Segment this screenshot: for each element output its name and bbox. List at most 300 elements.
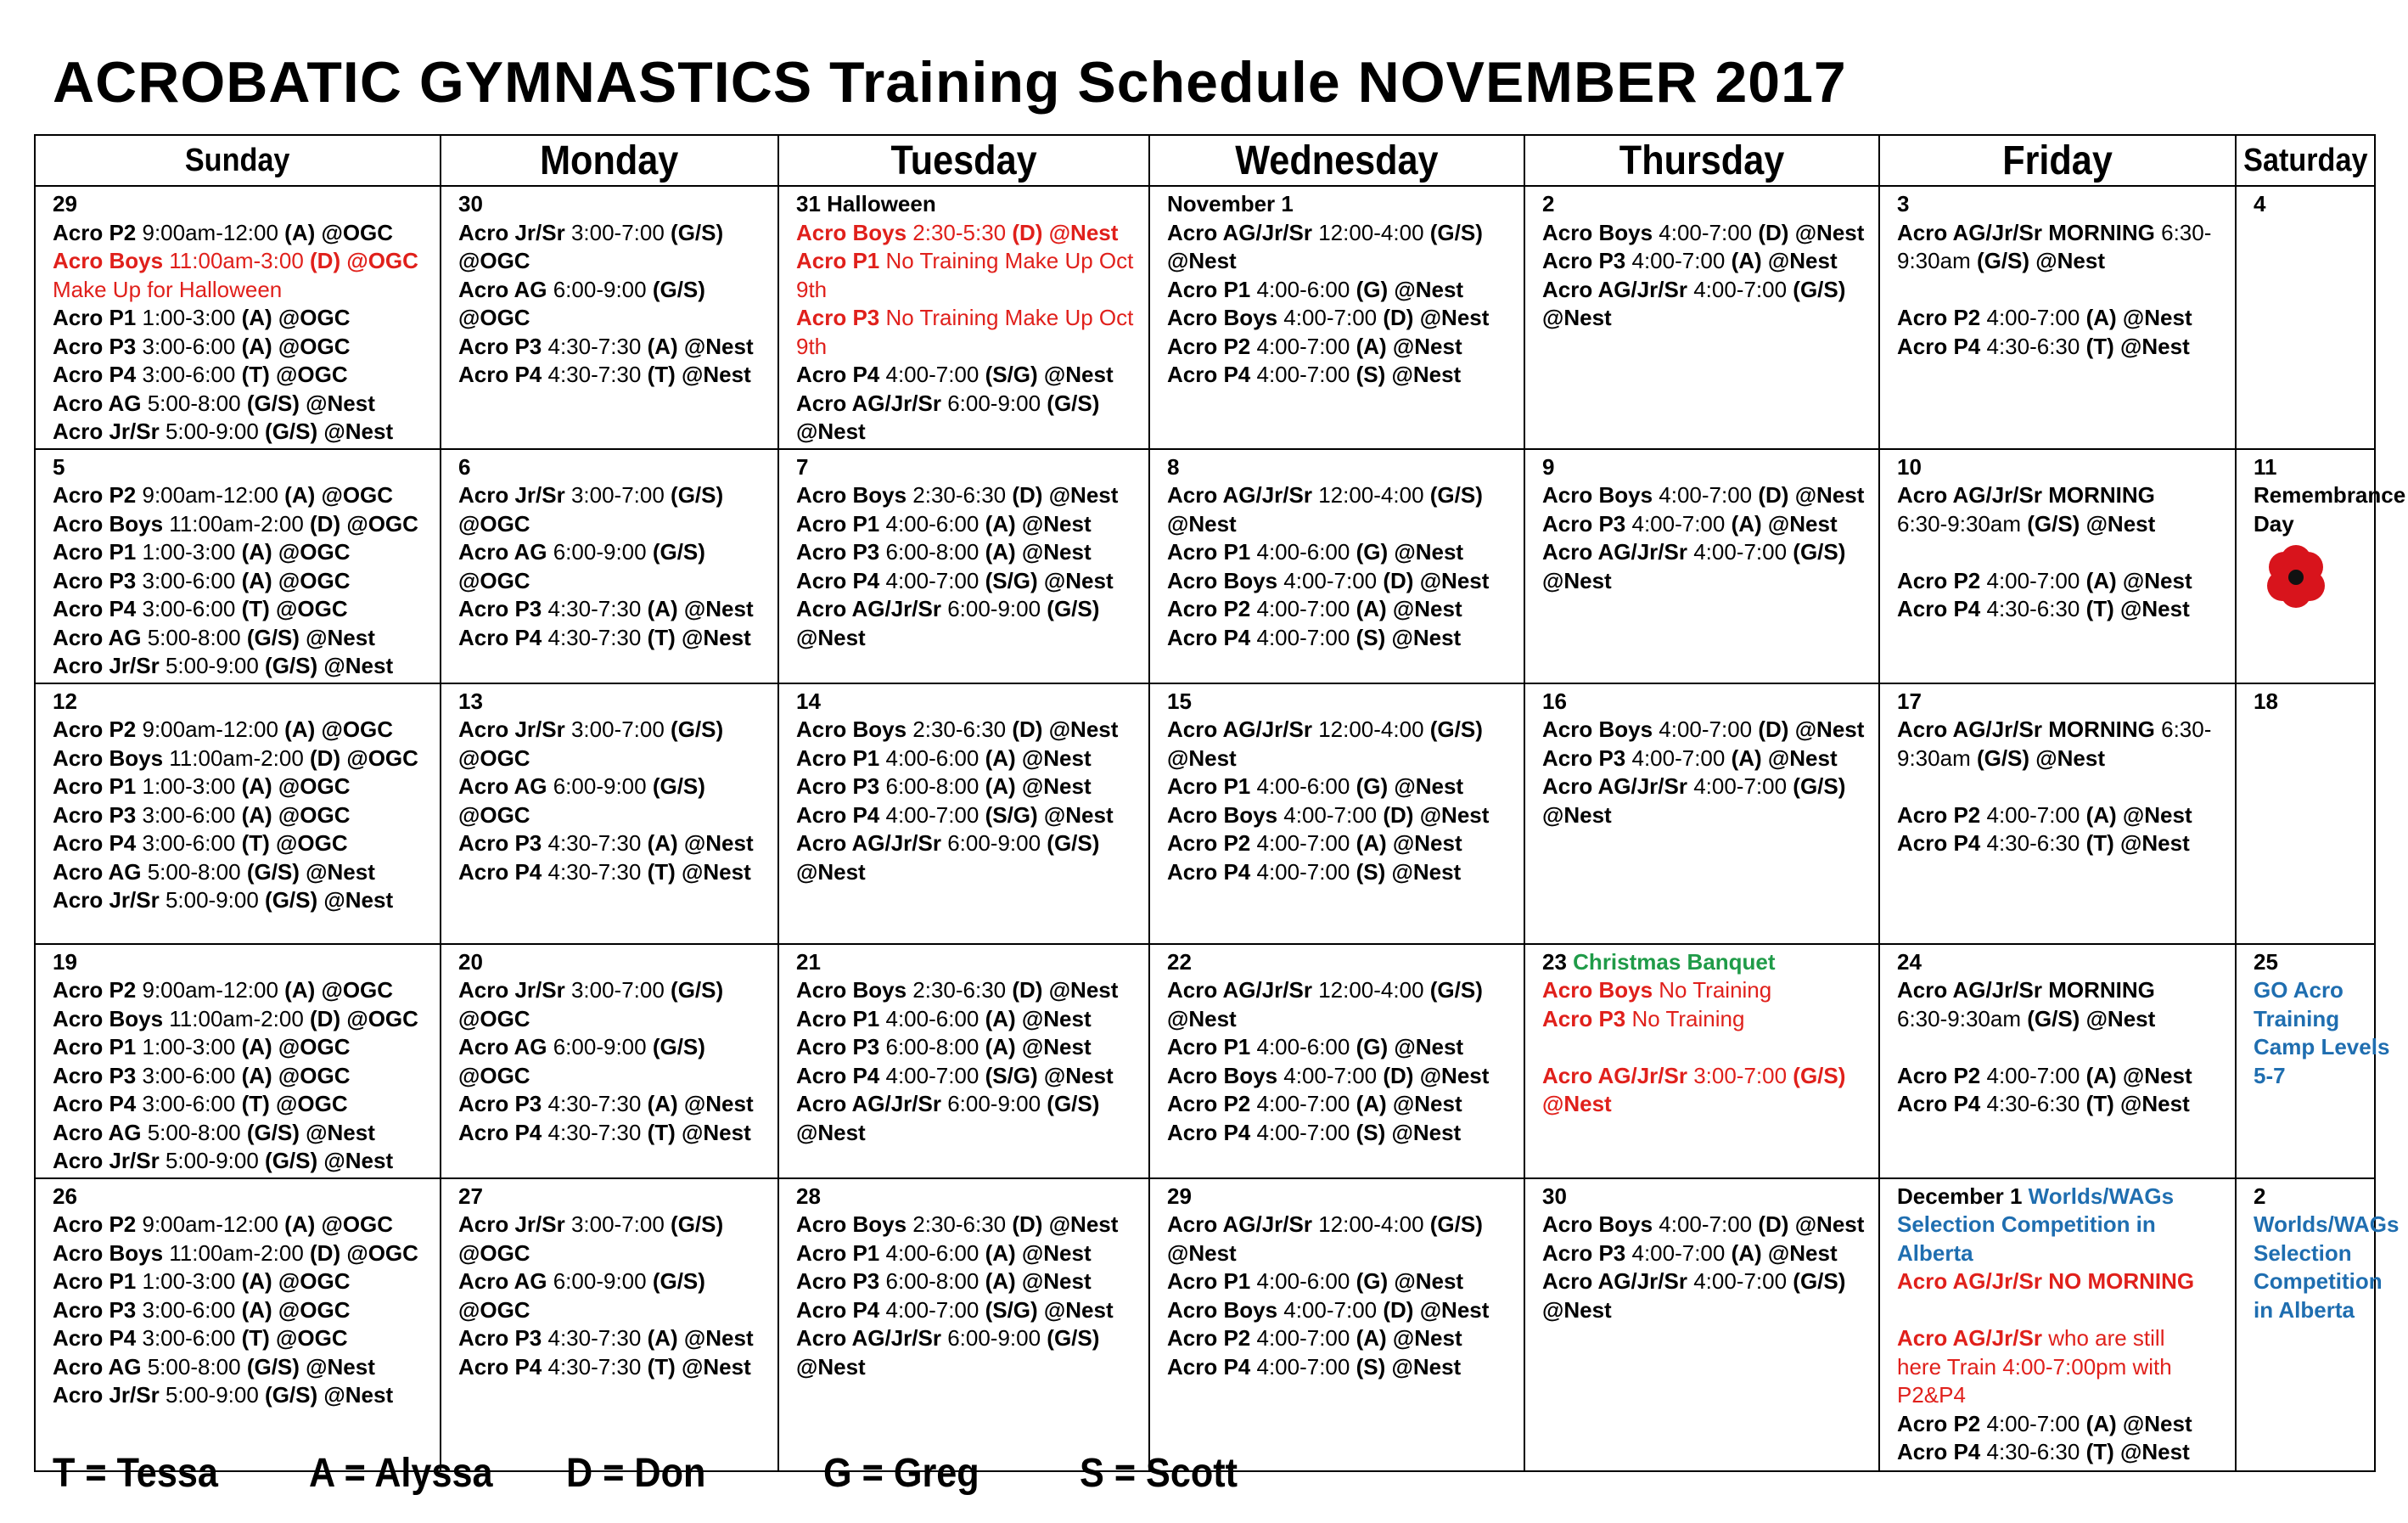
legend-scott: S = Scott bbox=[1080, 1451, 1238, 1496]
schedule-line: Acro P4 4:30-7:30 (T) @Nest bbox=[458, 1119, 751, 1145]
schedule-line: Acro AG/Jr/Sr 4:00-7:00 (G/S) bbox=[1542, 773, 1846, 799]
day-cell-content bbox=[441, 450, 777, 655]
schedule-line: Acro P4 4:30-7:30 (T) @Nest bbox=[458, 362, 751, 387]
day-cell-thu bbox=[1524, 186, 1879, 449]
schedule-line: Acro AG/Jr/Sr 4:00-7:00 (G/S) bbox=[1542, 539, 1846, 565]
schedule-line: Acro Jr/Sr 3:00-7:00 (G/S) bbox=[458, 977, 724, 1003]
day-cell-thu bbox=[1524, 683, 1879, 944]
day-cell-thu bbox=[1524, 449, 1879, 683]
schedule-line: @OGC bbox=[458, 1005, 530, 1031]
day-date: 2 bbox=[1542, 191, 1555, 216]
day-cell-sun bbox=[35, 944, 441, 1178]
schedule-line: @Nest bbox=[1542, 1296, 1612, 1323]
day-date: 4 bbox=[2254, 191, 2266, 216]
legend-don: D = Don bbox=[566, 1451, 706, 1496]
schedule-line bbox=[1542, 1033, 1878, 1062]
schedule-line: Selection bbox=[2254, 1239, 2352, 1266]
day-date: 16 bbox=[1542, 688, 1567, 714]
schedule-line: Acro AG/Jr/Sr 4:00-7:00 (G/S) bbox=[1542, 276, 1846, 302]
schedule-line: Acro P3 3:00-6:00 (A) @OGC bbox=[53, 801, 351, 828]
schedule-line: Acro AG 6:00-9:00 (G/S) bbox=[458, 773, 705, 799]
schedule-line: Alberta bbox=[1897, 1239, 1973, 1266]
day-cell-mon bbox=[441, 683, 778, 944]
schedule-line: Acro P3 3:00-6:00 (A) @OGC bbox=[53, 1062, 351, 1088]
day-cell-sun bbox=[35, 1178, 441, 1471]
schedule-line: Acro AG/Jr/Sr 12:00-4:00 (G/S) bbox=[1167, 977, 1483, 1003]
schedule-line: Acro P1 1:00-3:00 (A) @OGC bbox=[53, 539, 351, 565]
schedule-line: Acro Boys 4:00-7:00 (D) @Nest bbox=[1542, 219, 1865, 245]
schedule-line: in Alberta bbox=[2254, 1296, 2355, 1323]
day-cell-wed bbox=[1149, 449, 1524, 683]
day-cell-content bbox=[36, 945, 440, 1177]
schedule-line: Acro P2 9:00am-12:00 (A) @OGC bbox=[53, 717, 394, 742]
day-date: 25 bbox=[2254, 948, 2278, 975]
schedule-line: Acro P3 4:30-7:30 (A) @Nest bbox=[458, 1091, 754, 1116]
schedule-line: Acro AG 6:00-9:00 (G/S) bbox=[458, 1034, 705, 1059]
schedule-line: Acro P4 4:00-7:00 (S) @Nest bbox=[1167, 1119, 1462, 1145]
day-cell-content bbox=[779, 684, 1148, 889]
schedule-line: Acro AG 5:00-8:00 (G/S) @Nest bbox=[53, 390, 375, 416]
schedule-line: Acro Boys 11:00am-3:00 (D) @OGC bbox=[53, 248, 418, 273]
day-date: 31 Halloween bbox=[796, 191, 936, 216]
day-cell-sun bbox=[35, 449, 441, 683]
day-cell-mon bbox=[441, 449, 778, 683]
schedule-line bbox=[1897, 276, 2235, 305]
schedule-line: Acro AG/Jr/Sr 6:00-9:00 (G/S) bbox=[796, 596, 1100, 621]
day-date: 22 bbox=[1167, 948, 1192, 975]
schedule-line: Acro P2 9:00am-12:00 (A) @OGC bbox=[53, 482, 394, 508]
schedule-line: Acro P4 4:30-6:30 (T) @Nest bbox=[1897, 596, 2190, 621]
day-date: 29 bbox=[1167, 1183, 1192, 1209]
day-date: 30 bbox=[1542, 1183, 1567, 1209]
schedule-line: Acro P3 4:00-7:00 (A) @Nest bbox=[1542, 510, 1838, 537]
schedule-line: Acro Boys 2:30-6:30 (D) @Nest bbox=[796, 717, 1119, 742]
day-cell-content bbox=[1880, 450, 2235, 626]
schedule-line: Acro P4 4:00-7:00 (S/G) @Nest bbox=[796, 362, 1114, 387]
schedule-line: @Nest bbox=[796, 419, 866, 444]
schedule-line: Acro P2 4:00-7:00 (A) @Nest bbox=[1167, 830, 1462, 856]
day-cell-content bbox=[1880, 187, 2235, 362]
schedule-line: Acro P4 4:00-7:00 (S) @Nest bbox=[1167, 858, 1462, 885]
day-date: 5 bbox=[53, 453, 65, 480]
day-cell-wed bbox=[1149, 683, 1524, 944]
schedule-line: @OGC bbox=[458, 305, 530, 330]
schedule-line: Acro Boys 11:00am-2:00 (D) @OGC bbox=[53, 745, 418, 771]
day-cell-content bbox=[441, 1179, 777, 1384]
schedule-line: Acro P2 4:00-7:00 (A) @Nest bbox=[1167, 333, 1462, 359]
schedule-line: Acro P3 6:00-8:00 (A) @Nest bbox=[796, 539, 1092, 565]
schedule-line: Acro P4 4:00-7:00 (S/G) @Nest bbox=[796, 567, 1114, 593]
day-cell-sun bbox=[35, 186, 441, 449]
schedule-line: @Nest bbox=[796, 624, 866, 650]
schedule-line: Acro AG/Jr/Sr 12:00-4:00 (G/S) bbox=[1167, 717, 1483, 742]
schedule-line: Acro AG 5:00-8:00 (G/S) @Nest bbox=[53, 858, 375, 885]
day-cell-content bbox=[1525, 945, 1878, 1121]
schedule-line: Acro AG/Jr/Sr 12:00-4:00 (G/S) bbox=[1167, 482, 1483, 508]
schedule-line: Worlds/WAGs bbox=[2254, 1211, 2400, 1237]
schedule-line: 9:30am (G/S) @Nest bbox=[1897, 248, 2106, 273]
day-date: 6 bbox=[458, 453, 471, 480]
day-date: 21 bbox=[796, 948, 821, 975]
day-cell-content bbox=[441, 684, 777, 889]
schedule-line: Acro Jr/Sr 5:00-9:00 (G/S) @Nest bbox=[53, 419, 394, 444]
schedule-line: GO Acro bbox=[2254, 977, 2343, 1003]
schedule-line: Acro AG/Jr/Sr 6:00-9:00 (G/S) bbox=[796, 830, 1100, 856]
day-cell-tue bbox=[778, 944, 1149, 1178]
event-label: Worlds/WAGs bbox=[2028, 1183, 2175, 1209]
day-cell-content bbox=[36, 684, 440, 917]
day-cell-fri bbox=[1879, 944, 2236, 1178]
schedule-line: 9th bbox=[796, 333, 828, 359]
schedule-line: Acro Boys 4:00-7:00 (D) @Nest bbox=[1167, 1062, 1490, 1088]
day-cell-content bbox=[2237, 945, 2390, 1093]
schedule-line: P2&P4 bbox=[1897, 1382, 1966, 1408]
day-cell-sat bbox=[2236, 683, 2375, 944]
poppy-icon bbox=[2262, 547, 2330, 606]
schedule-line: Acro P1 4:00-6:00 (A) @Nest bbox=[796, 745, 1092, 771]
schedule-line: @Nest bbox=[1167, 745, 1237, 771]
day-cell-content bbox=[1525, 1179, 1878, 1327]
day-date: 27 bbox=[458, 1183, 483, 1209]
schedule-line: Acro P1 4:00-6:00 (G) @Nest bbox=[1167, 539, 1464, 565]
schedule-line: Acro P3 4:00-7:00 (A) @Nest bbox=[1542, 745, 1838, 771]
schedule-line: Acro P2 4:00-7:00 (A) @Nest bbox=[1167, 596, 1462, 621]
schedule-line: Acro P3 4:00-7:00 (A) @Nest bbox=[1542, 1239, 1838, 1266]
schedule-line: @Nest bbox=[1542, 305, 1612, 330]
schedule-line: Acro Boys 4:00-7:00 (D) @Nest bbox=[1542, 717, 1865, 742]
schedule-line: Acro AG/Jr/Sr 6:00-9:00 (G/S) bbox=[796, 1091, 1100, 1116]
schedule-line: Acro P4 4:30-7:30 (T) @Nest bbox=[458, 624, 751, 650]
day-cell-mon bbox=[441, 186, 778, 449]
schedule-line: Acro P4 4:30-6:30 (T) @Nest bbox=[1897, 1091, 2190, 1116]
schedule-line: Acro AG/Jr/Sr 12:00-4:00 (G/S) bbox=[1167, 1211, 1483, 1237]
day-date: 9 bbox=[1542, 453, 1555, 480]
day-cell-content bbox=[36, 1179, 440, 1412]
schedule-line: @OGC bbox=[458, 1296, 530, 1323]
schedule-line: @Nest bbox=[1167, 1239, 1237, 1266]
schedule-line: Acro P1 4:00-6:00 (G) @Nest bbox=[1167, 276, 1464, 302]
schedule-line: Acro P3 6:00-8:00 (A) @Nest bbox=[796, 1268, 1092, 1294]
schedule-line: Acro AG 5:00-8:00 (G/S) @Nest bbox=[53, 1119, 375, 1145]
schedule-line: Acro P2 4:00-7:00 (A) @Nest bbox=[1897, 567, 2192, 593]
schedule-line: 9:30am (G/S) @Nest bbox=[1897, 745, 2106, 771]
week-row bbox=[35, 944, 2375, 1178]
schedule-line: Day bbox=[2254, 510, 2294, 537]
schedule-line: Acro AG/Jr/Sr who are still bbox=[1897, 1325, 2165, 1351]
day-date: 14 bbox=[796, 688, 821, 714]
schedule-line: Acro P4 4:30-6:30 (T) @Nest bbox=[1897, 830, 2190, 856]
schedule-line: Acro Boys 4:00-7:00 (D) @Nest bbox=[1167, 305, 1490, 330]
schedule-line: @Nest bbox=[796, 1119, 866, 1145]
schedule-line: Acro Jr/Sr 3:00-7:00 (G/S) bbox=[458, 1211, 724, 1237]
schedule-line: Acro AG 5:00-8:00 (G/S) @Nest bbox=[53, 624, 375, 650]
schedule-line: Acro Boys No Training bbox=[1542, 977, 1772, 1003]
day-cell-fri bbox=[1879, 683, 2236, 944]
day-cell-content bbox=[1150, 187, 1524, 391]
schedule-line: Acro Boys 4:00-7:00 (D) @Nest bbox=[1542, 1211, 1865, 1237]
schedule-line: Camp Levels bbox=[2254, 1034, 2390, 1059]
schedule-line: Acro P2 4:00-7:00 (A) @Nest bbox=[1897, 1410, 2192, 1436]
day-date: 19 bbox=[53, 948, 77, 975]
schedule-line: Acro P2 9:00am-12:00 (A) @OGC bbox=[53, 219, 394, 245]
schedule-line: Acro P3 4:30-7:30 (A) @Nest bbox=[458, 596, 754, 621]
schedule-line: Acro Boys 4:00-7:00 (D) @Nest bbox=[1542, 482, 1865, 508]
schedule-line: Acro P1 4:00-6:00 (G) @Nest bbox=[1167, 773, 1464, 799]
schedule-line: Acro P3 No Training Make Up Oct bbox=[796, 305, 1134, 330]
schedule-line: Acro P4 4:00-7:00 (S) @Nest bbox=[1167, 624, 1462, 650]
schedule-line: Acro P1 4:00-6:00 (G) @Nest bbox=[1167, 1268, 1464, 1294]
day-cell-content bbox=[1525, 450, 1878, 598]
schedule-line: Acro P3 6:00-8:00 (A) @Nest bbox=[796, 773, 1092, 799]
schedule-line: Acro Jr/Sr 5:00-9:00 (G/S) @Nest bbox=[53, 653, 394, 678]
day-cell-content bbox=[36, 450, 440, 683]
schedule-line: Acro AG/Jr/Sr 12:00-4:00 (G/S) bbox=[1167, 219, 1483, 245]
schedule-line: Training bbox=[2254, 1005, 2340, 1031]
day-cell-sun bbox=[35, 683, 441, 944]
schedule-line: Acro AG/Jr/Sr MORNING 6:30- bbox=[1897, 219, 2212, 245]
day-date: 26 bbox=[53, 1183, 77, 1209]
day-cell-wed bbox=[1149, 944, 1524, 1178]
schedule-line: Acro AG/Jr/Sr MORNING bbox=[1897, 977, 2155, 1003]
schedule-line: @Nest bbox=[1542, 801, 1612, 828]
day-date: December 1 Worlds/WAGs bbox=[1897, 1183, 2175, 1209]
schedule-line: Acro P1 1:00-3:00 (A) @OGC bbox=[53, 773, 351, 799]
week-row bbox=[35, 1178, 2375, 1471]
schedule-line: Acro P4 4:30-6:30 (T) @Nest bbox=[1897, 1439, 2190, 1464]
day-cell-thu bbox=[1524, 944, 1879, 1178]
day-cell-content bbox=[2237, 684, 2374, 718]
day-cell-fri bbox=[1879, 1178, 2236, 1471]
schedule-line: Acro Jr/Sr 3:00-7:00 (G/S) bbox=[458, 717, 724, 742]
schedule-line: Acro P4 3:00-6:00 (T) @OGC bbox=[53, 596, 348, 621]
header-monday: Monday bbox=[441, 135, 778, 186]
schedule-line: Acro P4 3:00-6:00 (T) @OGC bbox=[53, 1325, 348, 1351]
day-date: 18 bbox=[2254, 688, 2278, 714]
schedule-line: @OGC bbox=[458, 1239, 530, 1266]
schedule-line: Acro P3 4:30-7:30 (A) @Nest bbox=[458, 333, 754, 359]
weekday-header-row bbox=[35, 135, 2375, 186]
week-row bbox=[35, 449, 2375, 683]
schedule-line: Acro Jr/Sr 3:00-7:00 (G/S) bbox=[458, 482, 724, 508]
day-date: 20 bbox=[458, 948, 483, 975]
schedule-line: @OGC bbox=[458, 745, 530, 771]
day-cell-mon bbox=[441, 944, 778, 1178]
schedule-line: Acro AG/Jr/Sr 6:00-9:00 (G/S) bbox=[796, 390, 1100, 416]
day-date: 30 bbox=[458, 191, 483, 216]
day-cell-content bbox=[779, 187, 1148, 448]
schedule-line: 6:30-9:30am (G/S) @Nest bbox=[1897, 1005, 2156, 1031]
day-cell-content bbox=[779, 945, 1148, 1149]
day-cell-sat bbox=[2236, 186, 2375, 449]
schedule-line: Acro P2 4:00-7:00 (A) @Nest bbox=[1897, 1062, 2192, 1088]
schedule-line: Competition bbox=[2254, 1268, 2383, 1294]
day-cell-content bbox=[1150, 1179, 1524, 1384]
day-cell-content bbox=[779, 450, 1148, 655]
schedule-line: Acro Boys 11:00am-2:00 (D) @OGC bbox=[53, 510, 418, 537]
schedule-line: Acro AG/Jr/Sr MORNING bbox=[1897, 482, 2155, 508]
day-cell-sat bbox=[2236, 1178, 2400, 1471]
schedule-line: Acro P4 3:00-6:00 (T) @OGC bbox=[53, 1091, 348, 1116]
schedule-line: Selection Competition in bbox=[1897, 1211, 2156, 1237]
schedule-line: Acro P1 1:00-3:00 (A) @OGC bbox=[53, 1268, 351, 1294]
day-cell-content bbox=[36, 187, 440, 448]
schedule-line bbox=[1897, 773, 2235, 801]
schedule-line: Acro P4 4:30-7:30 (T) @Nest bbox=[458, 1353, 751, 1380]
schedule-line: 5-7 bbox=[2254, 1062, 2286, 1088]
day-date: 8 bbox=[1167, 453, 1180, 480]
schedule-line: here Train 4:00-7:00pm with bbox=[1897, 1353, 2172, 1380]
schedule-line: Acro Boys 2:30-5:30 (D) @Nest bbox=[796, 219, 1119, 245]
day-cell-content bbox=[1525, 684, 1878, 832]
day-date: 12 bbox=[53, 688, 77, 714]
schedule-line: Acro Boys 2:30-6:30 (D) @Nest bbox=[796, 977, 1119, 1003]
day-cell-wed bbox=[1149, 1178, 1524, 1471]
day-cell-content bbox=[1150, 684, 1524, 889]
schedule-line: Acro P3 4:30-7:30 (A) @Nest bbox=[458, 830, 754, 856]
header-wednesday: Wednesday bbox=[1149, 135, 1524, 186]
day-date: 17 bbox=[1897, 688, 1922, 714]
schedule-line: Acro AG 5:00-8:00 (G/S) @Nest bbox=[53, 1353, 375, 1380]
schedule-line: @Nest bbox=[1167, 1005, 1237, 1031]
schedule-line: Acro P4 4:00-7:00 (S) @Nest bbox=[1167, 1353, 1462, 1380]
day-date: 15 bbox=[1167, 688, 1192, 714]
day-cell-content bbox=[441, 945, 777, 1149]
schedule-line: Acro Boys 2:30-6:30 (D) @Nest bbox=[796, 482, 1119, 508]
legend-greg: G = Greg bbox=[823, 1451, 979, 1496]
schedule-line: Acro AG 6:00-9:00 (G/S) bbox=[458, 1268, 705, 1294]
schedule-line: Acro P1 1:00-3:00 (A) @OGC bbox=[53, 305, 351, 330]
day-cell-fri bbox=[1879, 186, 2236, 449]
schedule-line: @Nest bbox=[1542, 1091, 1612, 1116]
day-cell-content bbox=[1880, 1179, 2235, 1469]
week-row bbox=[35, 186, 2375, 449]
schedule-line: Acro Jr/Sr 5:00-9:00 (G/S) @Nest bbox=[53, 1382, 394, 1408]
schedule-line: Acro P2 9:00am-12:00 (A) @OGC bbox=[53, 977, 394, 1003]
day-cell-sat bbox=[2236, 944, 2390, 1178]
schedule-line: Acro Jr/Sr 5:00-9:00 (G/S) @Nest bbox=[53, 887, 394, 913]
schedule-line: Acro AG 6:00-9:00 (G/S) bbox=[458, 276, 705, 302]
day-cell-tue bbox=[778, 449, 1149, 683]
day-date: November 1 bbox=[1167, 191, 1294, 216]
day-cell-content bbox=[779, 1179, 1148, 1384]
schedule-line: Acro AG/Jr/Sr 3:00-7:00 (G/S) bbox=[1542, 1062, 1846, 1088]
schedule-line: @OGC bbox=[458, 510, 530, 537]
schedule-line: Acro P2 4:00-7:00 (A) @Nest bbox=[1167, 1325, 1462, 1351]
day-date: 2 bbox=[2254, 1183, 2266, 1209]
day-date: 7 bbox=[796, 453, 809, 480]
schedule-line: Acro P4 4:30-7:30 (T) @Nest bbox=[458, 858, 751, 885]
day-cell-content bbox=[441, 187, 777, 391]
header-sunday: Sunday bbox=[35, 135, 441, 186]
schedule-line: Acro P1 4:00-6:00 (G) @Nest bbox=[1167, 1034, 1464, 1059]
schedule-line: Make Up for Halloween bbox=[53, 276, 283, 302]
schedule-line bbox=[1897, 1296, 2235, 1325]
schedule-line: Acro P2 4:00-7:00 (A) @Nest bbox=[1897, 801, 2192, 828]
schedule-line: Acro P2 4:00-7:00 (A) @Nest bbox=[1897, 305, 2192, 330]
schedule-line: @OGC bbox=[458, 1062, 530, 1088]
day-cell-content bbox=[1880, 684, 2235, 860]
schedule-line: @Nest bbox=[1167, 510, 1237, 537]
schedule-line bbox=[1897, 1033, 2235, 1062]
day-date: 23 Christmas Banquet bbox=[1542, 948, 1776, 975]
schedule-line: Acro P1 No Training Make Up Oct bbox=[796, 248, 1134, 273]
schedule-line: Acro P1 4:00-6:00 (A) @Nest bbox=[796, 1239, 1092, 1266]
day-cell-tue bbox=[778, 186, 1149, 449]
day-cell-content bbox=[1150, 450, 1524, 655]
legend-alyssa: A = Alyssa bbox=[309, 1451, 493, 1496]
schedule-line: Acro P4 4:30-6:30 (T) @Nest bbox=[1897, 333, 2190, 359]
schedule-line: Acro P1 4:00-6:00 (A) @Nest bbox=[796, 510, 1092, 537]
schedule-line: Acro P1 1:00-3:00 (A) @OGC bbox=[53, 1034, 351, 1059]
schedule-line: Acro P4 4:00-7:00 (S/G) @Nest bbox=[796, 1296, 1114, 1323]
day-cell-tue bbox=[778, 1178, 1149, 1471]
day-date: 28 bbox=[796, 1183, 821, 1209]
schedule-line: Acro P4 3:00-6:00 (T) @OGC bbox=[53, 830, 348, 856]
day-cell-content bbox=[1150, 945, 1524, 1149]
day-cell-mon bbox=[441, 1178, 778, 1471]
header-tuesday: Tuesday bbox=[778, 135, 1149, 186]
schedule-line: Acro Jr/Sr 3:00-7:00 (G/S) bbox=[458, 219, 724, 245]
instructor-legend bbox=[53, 1450, 1241, 1509]
day-date: 3 bbox=[1897, 191, 1910, 216]
schedule-line: @Nest bbox=[796, 858, 866, 885]
schedule-line: @Nest bbox=[1167, 248, 1237, 273]
schedule-line: 6:30-9:30am (G/S) @Nest bbox=[1897, 510, 2156, 537]
schedule-line: @OGC bbox=[458, 248, 530, 273]
schedule-line: Acro P4 4:00-7:00 (S) @Nest bbox=[1167, 362, 1462, 387]
day-cell-sat bbox=[2236, 449, 2406, 683]
day-date: 29 bbox=[53, 191, 77, 216]
schedule-line: Acro AG 6:00-9:00 (G/S) bbox=[458, 539, 705, 565]
day-date: 24 bbox=[1897, 948, 1922, 975]
schedule-line: Acro P3 4:00-7:00 (A) @Nest bbox=[1542, 248, 1838, 273]
header-saturday: Saturday bbox=[2236, 135, 2375, 186]
week-row bbox=[35, 683, 2375, 944]
schedule-line: Acro P4 4:00-7:00 (S/G) @Nest bbox=[796, 1062, 1114, 1088]
schedule-line: Acro Boys 4:00-7:00 (D) @Nest bbox=[1167, 1296, 1490, 1323]
day-cell-tue bbox=[778, 683, 1149, 944]
schedule-line: Acro P3 3:00-6:00 (A) @OGC bbox=[53, 1296, 351, 1323]
schedule-line bbox=[1897, 538, 2235, 567]
day-cell-content bbox=[2237, 1179, 2400, 1327]
schedule-line: Acro AG/Jr/Sr 4:00-7:00 (G/S) bbox=[1542, 1268, 1846, 1294]
legend-tessa: T = Tessa bbox=[53, 1451, 218, 1496]
day-cell-fri bbox=[1879, 449, 2236, 683]
day-cell-wed bbox=[1149, 186, 1524, 449]
day-date: 10 bbox=[1897, 453, 1922, 480]
schedule-line: Acro Boys 4:00-7:00 (D) @Nest bbox=[1167, 801, 1490, 828]
header-friday: Friday bbox=[1879, 135, 2236, 186]
day-cell-content bbox=[2237, 187, 2374, 221]
schedule-line: Acro P2 9:00am-12:00 (A) @OGC bbox=[53, 1211, 394, 1237]
header-thursday: Thursday bbox=[1524, 135, 1879, 186]
schedule-line: Acro Boys 4:00-7:00 (D) @Nest bbox=[1167, 567, 1490, 593]
day-cell-content bbox=[2237, 450, 2406, 615]
schedule-line: Acro P1 4:00-6:00 (A) @Nest bbox=[796, 1005, 1092, 1031]
schedule-line: Acro Boys 11:00am-2:00 (D) @OGC bbox=[53, 1239, 418, 1266]
schedule-line: @OGC bbox=[458, 801, 530, 828]
schedule-line: @OGC bbox=[458, 567, 530, 593]
page-title: ACROBATIC GYMNASTICS Training Schedule NOVEMBER 2017 bbox=[53, 50, 1847, 115]
schedule-line: Acro P3 3:00-6:00 (A) @OGC bbox=[53, 333, 351, 359]
schedule-line: Acro P3 3:00-6:00 (A) @OGC bbox=[53, 567, 351, 593]
schedule-line: Acro P3 No Training bbox=[1542, 1005, 1745, 1031]
schedule-line: Acro P3 4:30-7:30 (A) @Nest bbox=[458, 1325, 754, 1351]
schedule-line: @Nest bbox=[796, 1353, 866, 1380]
schedule-line: Acro P4 4:00-7:00 (S/G) @Nest bbox=[796, 801, 1114, 828]
schedule-line: Acro Boys 11:00am-2:00 (D) @OGC bbox=[53, 1005, 418, 1031]
calendar-grid bbox=[34, 134, 2406, 1472]
